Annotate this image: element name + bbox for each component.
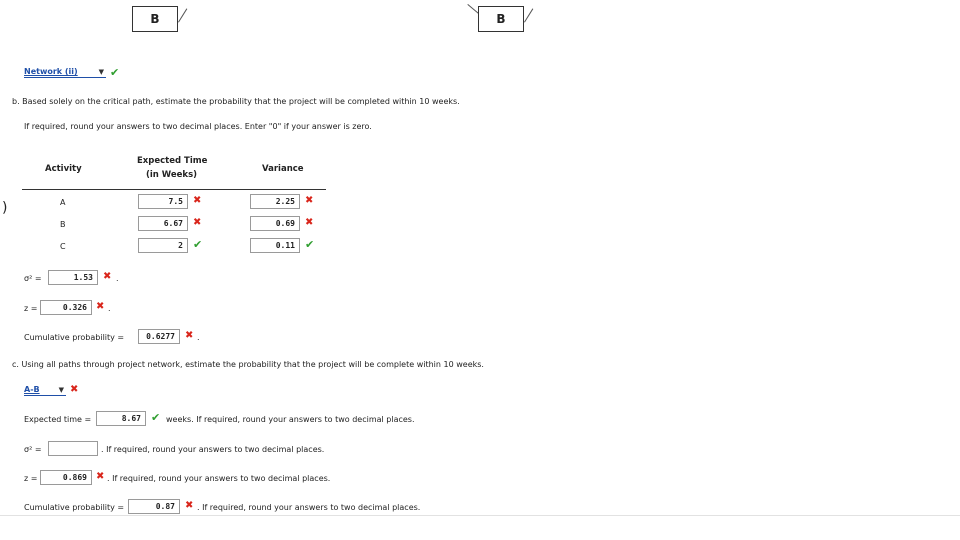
node-label: B: [496, 12, 506, 26]
x-mark-icon: ✖: [103, 271, 112, 282]
question-c: c. Using all paths through project network, estimate the probability that the project will be complete within 10 weeks.: [12, 360, 484, 369]
expected-time-input[interactable]: 6.67: [138, 216, 188, 231]
table-header-rule: [22, 189, 326, 190]
x-mark-icon: ✖: [96, 301, 105, 312]
x-mark-icon: ✖: [193, 217, 202, 228]
check-mark-icon: ✔: [193, 238, 203, 251]
variance-input[interactable]: 0.11: [250, 238, 300, 253]
path-dropdown[interactable]: [24, 384, 66, 396]
caret-down-icon: ▼: [98, 68, 104, 76]
z-label: z =: [24, 304, 38, 313]
sigma2-label: σ² =: [24, 445, 42, 454]
activity-cell: B: [60, 220, 66, 229]
cumulative-probability-label: Cumulative probability =: [24, 503, 125, 512]
network-edge: [524, 8, 533, 22]
variance-input[interactable]: 0.69: [250, 216, 300, 231]
activity-cell: A: [60, 198, 66, 207]
caret-down-icon: ▼: [58, 386, 64, 394]
check-mark-icon: ✔: [151, 411, 161, 424]
expected-time-label: Expected time =: [24, 415, 92, 424]
check-mark-icon: ✔: [110, 66, 120, 79]
network-node-left: [132, 6, 178, 32]
network-edge: [178, 8, 187, 22]
cumulative-probability-input[interactable]: 0.87: [128, 499, 180, 514]
period: .: [116, 274, 119, 283]
sigma2-suffix: . If required, round your answers to two decimal places.: [101, 445, 325, 454]
header-activity: Activity: [45, 164, 82, 174]
instruction-b: If required, round your answers to two decimal places. Enter "0" if your answer is zero.: [24, 122, 372, 131]
x-mark-icon: ✖: [305, 195, 314, 206]
period: .: [108, 304, 111, 313]
x-mark-icon: ✖: [96, 471, 105, 482]
expected-time-input[interactable]: 7.5: [138, 194, 188, 209]
z-suffix: . If required, round your answers to two decimal places.: [107, 474, 331, 483]
cumulative-probability-input[interactable]: 0.6277: [138, 329, 180, 344]
period: .: [197, 333, 200, 342]
cumulative-probability-label: Cumulative probability =: [24, 333, 125, 342]
network-node-right: [478, 6, 524, 32]
sigma2-input[interactable]: [48, 441, 98, 456]
dropdown-value: A-B: [24, 385, 40, 394]
page-edge-bracket: ): [2, 200, 8, 216]
dropdown-value: Network (ii): [24, 67, 78, 76]
bottom-divider: [0, 515, 960, 516]
node-label: B: [150, 12, 160, 26]
z-input[interactable]: 0.326: [40, 300, 92, 315]
network-dropdown[interactable]: [24, 66, 106, 78]
expected-time-suffix: weeks. If required, round your answers to two decimal places.: [166, 415, 415, 424]
header-expected-line1: Expected Time: [137, 156, 208, 166]
sigma2-label: σ² =: [24, 274, 42, 283]
activity-cell: C: [60, 242, 66, 251]
header-variance: Variance: [262, 164, 304, 174]
z-input[interactable]: 0.869: [40, 470, 92, 485]
x-mark-icon: ✖: [305, 217, 314, 228]
cumulative-probability-suffix: . If required, round your answers to two decimal places.: [197, 503, 421, 512]
x-mark-icon: ✖: [193, 195, 202, 206]
z-label: z =: [24, 474, 38, 483]
check-mark-icon: ✔: [305, 238, 315, 251]
x-mark-icon: ✖: [185, 330, 194, 341]
x-mark-icon: ✖: [185, 500, 194, 511]
expected-time-input[interactable]: 8.67: [96, 411, 146, 426]
header-expected-line2: (in Weeks): [146, 170, 198, 180]
question-b: b. Based solely on the critical path, estimate the probability that the project will be completed within 10 weeks.: [12, 97, 460, 106]
x-mark-icon: ✖: [70, 384, 79, 395]
sigma2-input[interactable]: 1.53: [48, 270, 98, 285]
variance-input[interactable]: 2.25: [250, 194, 300, 209]
expected-time-input[interactable]: 2: [138, 238, 188, 253]
